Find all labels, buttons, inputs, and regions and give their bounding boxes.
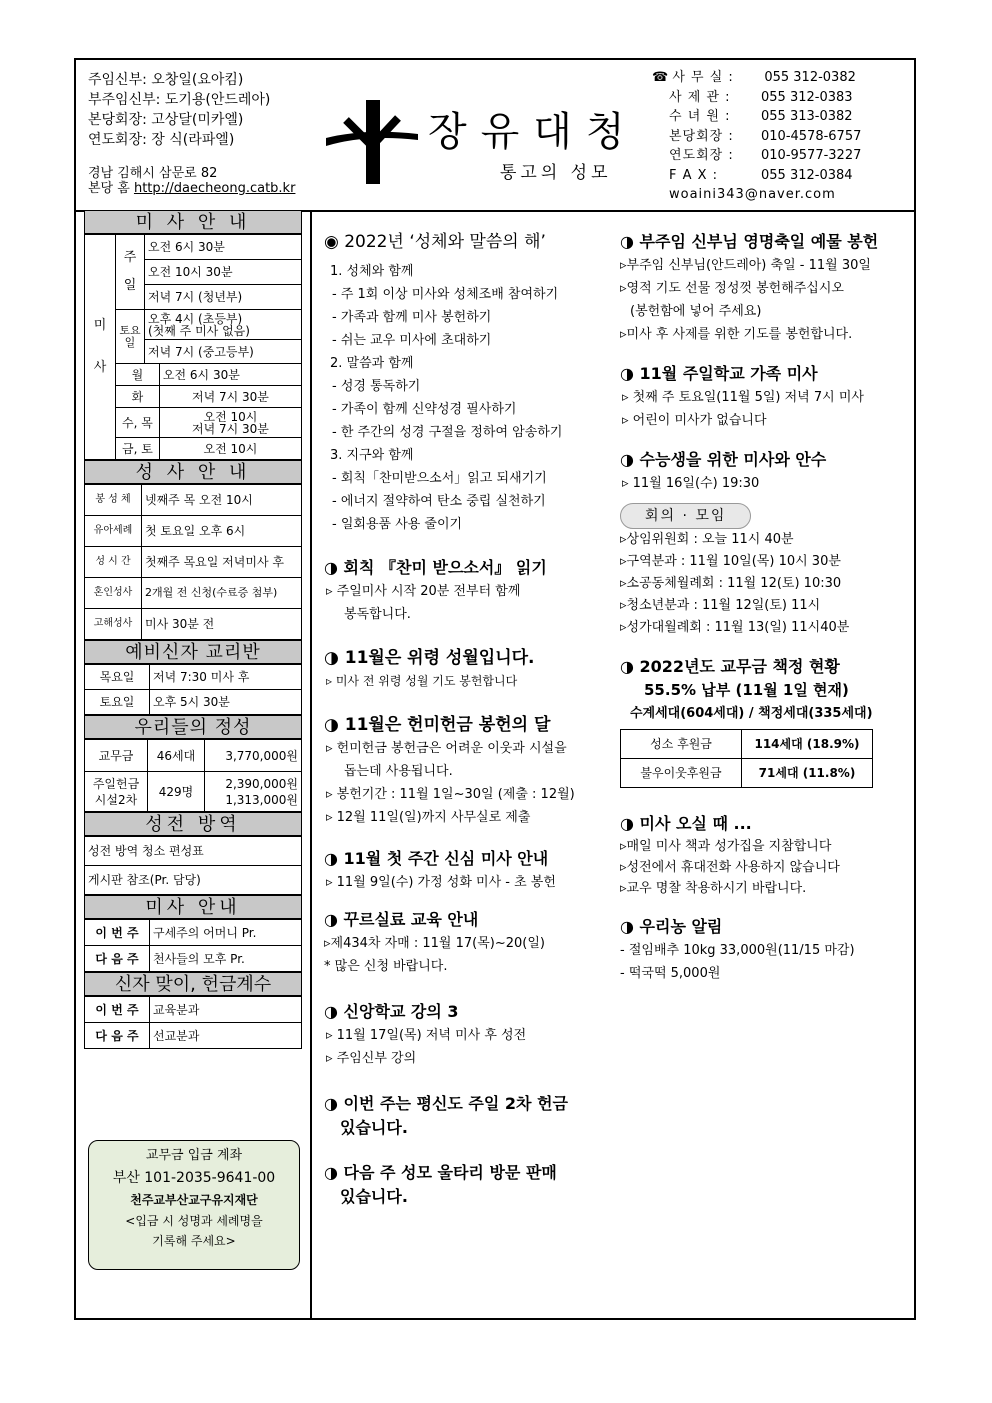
mass-info-title: 미사 안내 [84, 895, 302, 919]
church-name: 장유대청 [428, 109, 639, 155]
welcome-table: 이 번 주 교육분과 다 음 주 선교분과 [84, 996, 302, 1049]
meetings-tag: 회의 · 모임 [620, 503, 751, 529]
fund-status-title: ◑ 2022년도 교무금 책정 현황 [620, 657, 840, 676]
middle-column: ◉ 2022년 ‘성체와 말씀의 해’ 1. 성체와 함께 - 주 1회 이상 미사와 성체조배 참여하기 - 가족과 함께 미사 봉헌하기 - 쉬는 교우 미사에 초대하기 2. 말씀과 함께 - 성경 통독하기 - 가족이 함께 신약성경 필사하기 - 한 주간의 성경 구절을 정하여 암송하기 3. 지구와 함께 - 회칙「찬미받으소서」읽고 되새기기 - 에너지 절약하여 탄소 중립 실천하기 - 일회용품 사용 줄이기 ◑ 회칙 『찬미 받으소서』 읽기 ▹ 주일미사 시작 20분 전부터 함께 봉독합니다. ◑ 11월은 위령 성월입니다. ▹ 미사 전 위령 성월 기도 봉헌합니다 ◑ 11월은 헌미헌금 봉헌의 달 ▹ 헌미헌금 봉헌금은 어려운 이웃과 시설을 돕는데 사용됩니다. ▹ 봉헌기간 : 11월 1일~30일 (제출 : 12월) ▹ 12월 11일(일)까지 사무실로 제출 ◑ 11월 첫 주간 신심 미사 안내 ▹ 11월 9일(수) 가정 성화 미사 - 초 봉헌 ◑ 꾸르실료 교육 안내 ▹제434차 자매 : 11월 17(목)~20(일) * 많은 신청 바랍니다. ◑ 신앙학교 강의 3 ▹ 11월 17일(목) 저녁 미사 후 성전 ▹ 주임신부 강의 ◑ 이번 주는 평신도 주일 2차 헌금 있습니다. ◑ 다음 주 성모 울타리 방문 판매 있습니다. [324, 224, 614, 1208]
staff-list [88, 70, 270, 150]
year-theme-list: 1. 성체와 함께 - 주 1회 이상 미사와 성체조배 참여하기 - 가족과 함께 미사 봉헌하기 - 쉬는 교우 미사에 초대하기 2. 말씀과 함께 - 성경 통독하기 - 가족이 함께 신약성경 필사하기 - 한 주간의 성경 구절을 정하여 암송하기 3. 지구와 함께 - 회칙「찬미받으소서」읽고 되새기기 - 에너지 절약하여 탄소 중립 실천하기 - 일회용품 사용 줄이기 [330, 264, 563, 532]
meetings-list: ▹상임위원회 : 오늘 11시 40분 ▹구역분과 : 11월 10일(목) 10시 30분 ▹소공동체월례회 : 11월 12(토) 10:30 ▹청소년분과 : 11월 12일(토) 11시 ▹성가대월례회 : 11월 13(일) 11시40분 [620, 532, 850, 635]
rice-offering-title: ◑ 11월은 헌미헌금 봉헌의 달 [324, 715, 551, 735]
second-collection-title: ◑ 이번 주는 평신도 주일 2차 헌금 [324, 1094, 568, 1113]
feast-offering-title: ◑ 부주임 신부님 영명축일 예물 봉헌 [620, 232, 879, 251]
bulletin-frame [74, 58, 916, 1320]
header [76, 60, 914, 212]
church-subtitle: 통고의 성모 [500, 163, 612, 183]
contact-fax: F A X : 055 312-0384 [669, 167, 853, 183]
mass-info-table: 이 번 주 구세주의 어머니 Pr. 다 음 주 천사들의 모후 Pr. [84, 919, 302, 972]
left-column [84, 210, 302, 1049]
contact-parish-president: 본당회장 : 010-4578-6757 [669, 128, 862, 144]
cursillo-title: ◑ 꾸르실료 교육 안내 [324, 910, 479, 929]
offering-title: 우리들의 정성 [84, 715, 302, 739]
mass-schedule-title: 미 사 안 내 [84, 210, 302, 234]
phone-icon: ☎ [652, 70, 673, 85]
column-divider-left [310, 210, 312, 1318]
catechism-title: 예비신자 교리반 [84, 640, 302, 664]
cross-logo-icon [326, 100, 418, 184]
contact-district-president: 연도회장 : 010-9577-3227 [669, 148, 862, 163]
contact-email: woaini343@naver.com [669, 187, 836, 202]
contact-list [652, 68, 861, 205]
catechism-table: 목요일 저녁 7:30 미사 후 토요일 오후 5시 30분 [84, 664, 302, 715]
farm-notice-title: ◑ 우리농 알림 [620, 917, 723, 936]
faith-school-title: ◑ 신앙학교 강의 3 [324, 1002, 459, 1021]
mass-attendance-title: ◑ 미사 오실 때 ... [620, 814, 752, 833]
fund-table: 성소 후원금 114세대 (18.9%) 불우이웃후원금 71세대 (11.8%) [620, 729, 873, 788]
first-week-mass-title: ◑ 11월 첫 주간 신심 미사 안내 [324, 849, 549, 868]
sacraments-title: 성 사 안 내 [84, 460, 302, 484]
staff-assistant: 부주임신부: 도기용(안드레아) [88, 92, 271, 108]
staff-parish-president: 본당회장: 고상달(미카엘) [88, 112, 244, 128]
staff-district-president: 연도회장: 장 식(라파엘) [88, 132, 235, 148]
cleaning-title: 성전 방역 [84, 812, 302, 836]
offering-table: 교무금 46세대 3,770,000원 주일헌금 시설2차 429명 2,390,000원 1,313,000원 [84, 739, 302, 812]
contact-rectory: 사 제 관 : 055 312-0383 [669, 89, 853, 105]
right-column: ◑ 부주임 신부님 영명축일 예물 봉헌 ▹부주임 신부님(안드레아) 축일 - 11월 30일 ▹영적 기도 선물 정성껏 봉헌해주십시오 (봉헌함에 넣어 주세요) ▹미사 후 사제를 위한 기도를 봉헌합니다. ◑ 11월 주일학교 가족 미사 ▹ 첫째 주 토요일(11월 5일) 저녁 7시 미사 ▹ 어린이 미사가 없습니다 ◑ 수능생을 위한 미사와 안수 ▹ 11월 16일(수) 19:30 회의 · 모임 ▹상임위원회 : 오늘 11시 40분 ▹구역분과 : 11월 10일(목) 10시 30분 ▹소공동체월례회 : 11월 12(토) 10:30 ▹청소년분과 : 11월 12일(토) 11시 ▹성가대월례회 : 11월 13(일) 11시40분 ◑ 2022년도 교무금 책정 현황 55.5% 납부 (11월 1일 현재) 수계세대(604세대) / 책정세대(335세대) 성소 후원금 114세대 (18.9%) 불우이웃후원금 71세대 (11.8%) ◑ 미사 오실 때 ... ▹매일 미사 책과 성가집을 지참합니다 ▹성전에서 휴대전화 사용하지 않습니다 ▹교우 명찰 착용하시기 바랍니다. ◑ 우리농 알림 - 절임배추 10kg 33,000원(11/15 마감) - 떡국떡 5,000원 [620, 224, 910, 985]
address: 경남 김해시 삼문로 82 본당 홈 http://daecheong.catb.kr [88, 166, 296, 196]
staff-pastor: 주임신부: 오창일(요아킴) [88, 72, 244, 88]
mass-schedule-table: 미 사 주 일 오전 6시 30분 오전 10시 30분 저녁 7시 (청년부) 토요일 오후 4시 (초등부) (첫째 주 미사 없음) 저녁 7시 (중고등부) 월 오전 6시 30분 화 저녁 7시 30분 수, 목 오전 10시 저녁 7시 30분 금, 토 오전 10시 [84, 234, 302, 460]
exam-mass-title: ◑ 수능생을 위한 미사와 안수 [620, 450, 827, 469]
next-week-sale-title: ◑ 다음 주 성모 울타리 방문 판매 [324, 1163, 557, 1182]
year-theme-title: ◉ 2022년 ‘성체와 말씀의 해’ [324, 232, 546, 252]
contact-convent: 수 녀 원 : 055 313-0382 [669, 109, 853, 124]
dead-month-title: ◑ 11월은 위령 성월입니다. [324, 648, 535, 668]
sacraments-table: 봉 성 체 넷째주 목 오전 10시 유아세례 첫 토요일 오후 6시 성 시 간 첫째주 목요일 저녁미사 후 혼인성사 2개월 전 신청(수료증 첨부) 고해성사 미사 30분 전 [84, 484, 302, 640]
offering-account-box: 교무금 입금 계좌 부산 101-2035-9641-00 천주교부산교구유지재단 <입금 시 성명과 세례명을 기록해 주세요> [88, 1140, 300, 1270]
welcome-title: 신자 맞이, 헌금계수 [84, 972, 302, 996]
encyclical-title: ◑ 회칙 『찬미 받으소서』 읽기 [324, 558, 547, 577]
cleaning-table: 성전 방역 청소 편성표 게시판 참조(Pr. 담당) [84, 836, 302, 895]
homepage-link[interactable]: http://daecheong.catb.kr [133, 181, 296, 196]
contact-office: ☎ 사 무 실 : 055 312-0382 [652, 70, 856, 85]
family-mass-title: ◑ 11월 주일학교 가족 미사 [620, 364, 818, 383]
